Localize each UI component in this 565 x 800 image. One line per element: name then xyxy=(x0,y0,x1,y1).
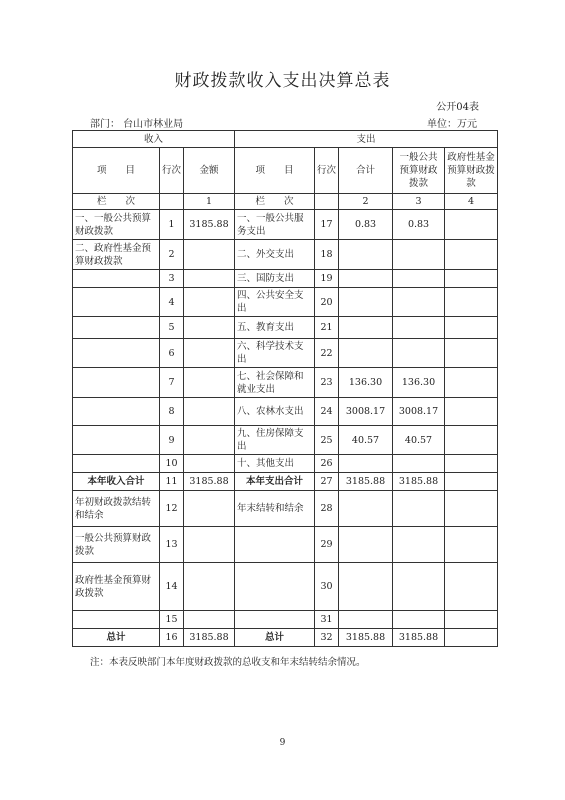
header-row-1 xyxy=(73,131,498,148)
expense-item: 五、教育支出 xyxy=(235,317,315,339)
col-index-empty xyxy=(160,194,184,210)
table-row xyxy=(73,210,498,240)
income-row-no: 4 xyxy=(160,288,184,317)
expense-item: 八、农林水支出 xyxy=(235,398,315,426)
income-item: 本年收入合计 xyxy=(73,473,160,491)
expense-row-no: 31 xyxy=(315,611,339,629)
expense-fund xyxy=(445,398,498,426)
expense-fund xyxy=(445,491,498,527)
expense-general xyxy=(393,563,445,611)
income-row-no: 15 xyxy=(160,611,184,629)
expense-item-header: 项 目 xyxy=(235,148,315,194)
income-row-no: 3 xyxy=(160,270,184,288)
income-item xyxy=(73,339,160,368)
income-amount-header: 金额 xyxy=(184,148,235,194)
expense-general xyxy=(393,611,445,629)
expense-general-header: 一般公共预算财政拨款 xyxy=(393,148,445,194)
expense-item: 总计 xyxy=(235,629,315,647)
income-amount: 3185.88 xyxy=(184,473,235,491)
page-number: 9 xyxy=(279,738,286,748)
table-row xyxy=(73,455,498,473)
expense-fund xyxy=(445,611,498,629)
table-row xyxy=(73,368,498,398)
expense-item: 七、社会保障和就业支出 xyxy=(235,368,315,398)
expense-item: 三、国防支出 xyxy=(235,270,315,288)
table-row xyxy=(73,426,498,455)
expense-row-no: 19 xyxy=(315,270,339,288)
col-index-3: 3 xyxy=(393,194,445,210)
income-amount xyxy=(184,491,235,527)
expense-total xyxy=(339,339,393,368)
col-index-1: 1 xyxy=(184,194,235,210)
income-item: 政府性基金预算财政拨款 xyxy=(73,563,160,611)
income-row-no: 6 xyxy=(160,339,184,368)
expense-general xyxy=(393,455,445,473)
income-amount xyxy=(184,288,235,317)
expense-general xyxy=(393,317,445,339)
unit-label: 单位：万元 xyxy=(427,119,477,130)
expense-fund xyxy=(445,473,498,491)
income-item xyxy=(73,426,160,455)
expense-item: 六、科学技术支出 xyxy=(235,339,315,368)
expense-total xyxy=(339,270,393,288)
income-row-no: 2 xyxy=(160,240,184,270)
table-row xyxy=(73,288,498,317)
expense-general: 40.57 xyxy=(393,426,445,455)
expense-item: 九、住房保障支出 xyxy=(235,426,315,455)
income-item xyxy=(73,398,160,426)
expense-total: 136.30 xyxy=(339,368,393,398)
expense-fund xyxy=(445,527,498,563)
income-amount xyxy=(184,455,235,473)
table-row xyxy=(73,563,498,611)
expense-item: 年末结转和结余 xyxy=(235,491,315,527)
income-amount xyxy=(184,339,235,368)
expense-total xyxy=(339,491,393,527)
expense-fund xyxy=(445,270,498,288)
income-amount: 3185.88 xyxy=(184,210,235,240)
expense-row-no: 32 xyxy=(315,629,339,647)
income-item-header: 项 目 xyxy=(73,148,160,194)
expense-general xyxy=(393,339,445,368)
expense-total-header: 合计 xyxy=(339,148,393,194)
expense-row-no: 26 xyxy=(315,455,339,473)
income-amount: 3185.88 xyxy=(184,629,235,647)
expense-row-no: 29 xyxy=(315,527,339,563)
income-item xyxy=(73,270,160,288)
income-amount xyxy=(184,426,235,455)
expense-row-no: 24 xyxy=(315,398,339,426)
income-item xyxy=(73,288,160,317)
expense-item xyxy=(235,563,315,611)
income-item xyxy=(73,317,160,339)
expense-general: 136.30 xyxy=(393,368,445,398)
income-row-no: 11 xyxy=(160,473,184,491)
income-item xyxy=(73,368,160,398)
table-row xyxy=(73,339,498,368)
income-row-no: 14 xyxy=(160,563,184,611)
table-row xyxy=(73,629,498,647)
document-title: 财政拨款收入支出决算总表 xyxy=(174,71,391,91)
expense-row-no: 30 xyxy=(315,563,339,611)
expense-fund xyxy=(445,317,498,339)
expense-row-no-header: 行次 xyxy=(315,148,339,194)
expense-general xyxy=(393,527,445,563)
table-row xyxy=(73,270,498,288)
expense-general: 3008.17 xyxy=(393,398,445,426)
expense-row-no: 22 xyxy=(315,339,339,368)
expense-total: 3185.88 xyxy=(339,473,393,491)
expense-fund-header: 政府性基金预算财政拨款 xyxy=(445,148,498,194)
expense-item: 二、外交支出 xyxy=(235,240,315,270)
expense-total: 0.83 xyxy=(339,210,393,240)
expense-total xyxy=(339,563,393,611)
expense-general xyxy=(393,270,445,288)
expense-general xyxy=(393,491,445,527)
income-row-no: 12 xyxy=(160,491,184,527)
expense-item: 四、公共安全支出 xyxy=(235,288,315,317)
income-row-no: 16 xyxy=(160,629,184,647)
expense-total xyxy=(339,240,393,270)
expense-row-no: 28 xyxy=(315,491,339,527)
expense-row-no: 17 xyxy=(315,210,339,240)
expense-total xyxy=(339,455,393,473)
expense-row-no: 27 xyxy=(315,473,339,491)
expense-total xyxy=(339,288,393,317)
expense-item xyxy=(235,611,315,629)
expense-row-no: 21 xyxy=(315,317,339,339)
expense-fund xyxy=(445,629,498,647)
income-item xyxy=(73,611,160,629)
income-row-no: 13 xyxy=(160,527,184,563)
income-amount xyxy=(184,527,235,563)
expense-row-no: 20 xyxy=(315,288,339,317)
col-label-expense: 栏 次 xyxy=(235,194,315,210)
expense-fund xyxy=(445,455,498,473)
expense-fund xyxy=(445,426,498,455)
income-item: 二、政府性基金预算财政拨款 xyxy=(73,240,160,270)
budget-table xyxy=(72,130,498,647)
income-item: 年初财政拨款结转和结余 xyxy=(73,491,160,527)
expense-general: 3185.88 xyxy=(393,629,445,647)
table-row xyxy=(73,473,498,491)
income-row-no: 9 xyxy=(160,426,184,455)
income-amount xyxy=(184,270,235,288)
expense-total xyxy=(339,317,393,339)
income-row-no-header: 行次 xyxy=(160,148,184,194)
expense-general: 0.83 xyxy=(393,210,445,240)
table-row xyxy=(73,491,498,527)
expense-item: 十、其他支出 xyxy=(235,455,315,473)
expense-row-no: 25 xyxy=(315,426,339,455)
income-row-no: 1 xyxy=(160,210,184,240)
expense-general: 3185.88 xyxy=(393,473,445,491)
income-amount xyxy=(184,611,235,629)
expense-item: 本年支出合计 xyxy=(235,473,315,491)
income-amount xyxy=(184,563,235,611)
expense-total: 40.57 xyxy=(339,426,393,455)
col-index-empty xyxy=(315,194,339,210)
table-row xyxy=(73,527,498,563)
income-amount xyxy=(184,317,235,339)
expense-total: 3185.88 xyxy=(339,629,393,647)
expense-total: 3008.17 xyxy=(339,398,393,426)
expense-fund xyxy=(445,288,498,317)
income-row-no: 10 xyxy=(160,455,184,473)
table-row xyxy=(73,398,498,426)
header-row-2 xyxy=(73,148,498,194)
form-number: 公开04表 xyxy=(436,102,479,113)
income-row-no: 8 xyxy=(160,398,184,426)
income-amount xyxy=(184,240,235,270)
column-index-row xyxy=(73,194,498,210)
expense-row-no: 23 xyxy=(315,368,339,398)
expense-fund xyxy=(445,339,498,368)
col-index-2: 2 xyxy=(339,194,393,210)
expense-fund xyxy=(445,368,498,398)
expense-fund xyxy=(445,210,498,240)
expense-fund xyxy=(445,563,498,611)
table-row xyxy=(73,611,498,629)
income-item: 一般公共预算财政拨款 xyxy=(73,527,160,563)
table-row xyxy=(73,317,498,339)
expense-fund xyxy=(445,240,498,270)
table-row xyxy=(73,240,498,270)
income-row-no: 7 xyxy=(160,368,184,398)
footnote: 注：本表反映部门本年度财政拨款的总收支和年末结转结余情况。 xyxy=(90,657,366,668)
income-row-no: 5 xyxy=(160,317,184,339)
income-amount xyxy=(184,398,235,426)
expense-general xyxy=(393,288,445,317)
expense-header: 支出 xyxy=(235,131,498,148)
income-item xyxy=(73,455,160,473)
expense-total xyxy=(339,611,393,629)
col-index-4: 4 xyxy=(445,194,498,210)
income-header: 收入 xyxy=(73,131,235,148)
expense-item xyxy=(235,527,315,563)
expense-item: 一、一般公共服务支出 xyxy=(235,210,315,240)
expense-row-no: 18 xyxy=(315,240,339,270)
expense-general xyxy=(393,240,445,270)
expense-total xyxy=(339,527,393,563)
income-item: 总计 xyxy=(73,629,160,647)
income-amount xyxy=(184,368,235,398)
income-item: 一、一般公共预算财政拨款 xyxy=(73,210,160,240)
department-label: 部门： 台山市林业局 xyxy=(90,119,184,130)
col-label-income: 栏 次 xyxy=(73,194,160,210)
